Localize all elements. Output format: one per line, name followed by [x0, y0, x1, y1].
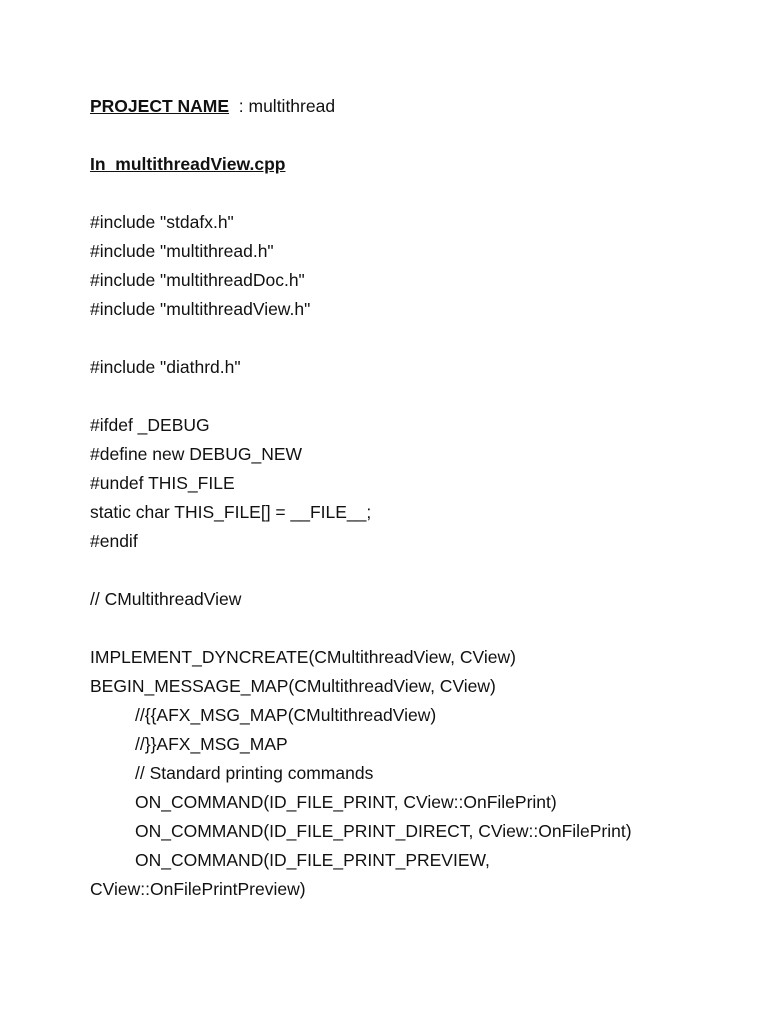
- code-line: #ifdef _DEBUG: [90, 415, 210, 435]
- code-comment: // CMultithreadView: [90, 589, 242, 609]
- code-line: //}}AFX_MSG_MAP: [135, 734, 288, 754]
- code-line: #include "multithreadView.h": [90, 299, 311, 319]
- project-name-value: : multithread: [229, 96, 336, 116]
- code-line: static char THIS_FILE[] = __FILE__;: [90, 502, 372, 522]
- code-line: #include "stdafx.h": [90, 212, 234, 232]
- code-line: ON_COMMAND(ID_FILE_PRINT_DIRECT, CView::OnFilePrint): [135, 821, 632, 841]
- code-line: IMPLEMENT_DYNCREATE(CMultithreadView, CView): [90, 647, 516, 667]
- code-line: CView::OnFilePrintPreview): [90, 879, 306, 899]
- code-line: #undef THIS_FILE: [90, 473, 235, 493]
- code-line: #include "multithreadDoc.h": [90, 270, 305, 290]
- code-line: BEGIN_MESSAGE_MAP(CMultithreadView, CView): [90, 676, 496, 696]
- code-line: ON_COMMAND(ID_FILE_PRINT, CView::OnFilePrint): [135, 792, 557, 812]
- code-line: #define new DEBUG_NEW: [90, 444, 303, 464]
- code-line: #include "multithread.h": [90, 241, 274, 261]
- code-comment: // Standard printing commands: [135, 763, 374, 783]
- code-line: ON_COMMAND(ID_FILE_PRINT_PREVIEW,: [135, 850, 490, 870]
- file-heading: In multithreadView.cpp: [90, 154, 286, 174]
- project-name-label: PROJECT NAME: [90, 96, 230, 116]
- code-line: #include "diathrd.h": [90, 357, 241, 377]
- project-name-line: [90, 95, 335, 117]
- code-line: #endif: [90, 531, 138, 551]
- code-line: //{{AFX_MSG_MAP(CMultithreadView): [135, 705, 437, 725]
